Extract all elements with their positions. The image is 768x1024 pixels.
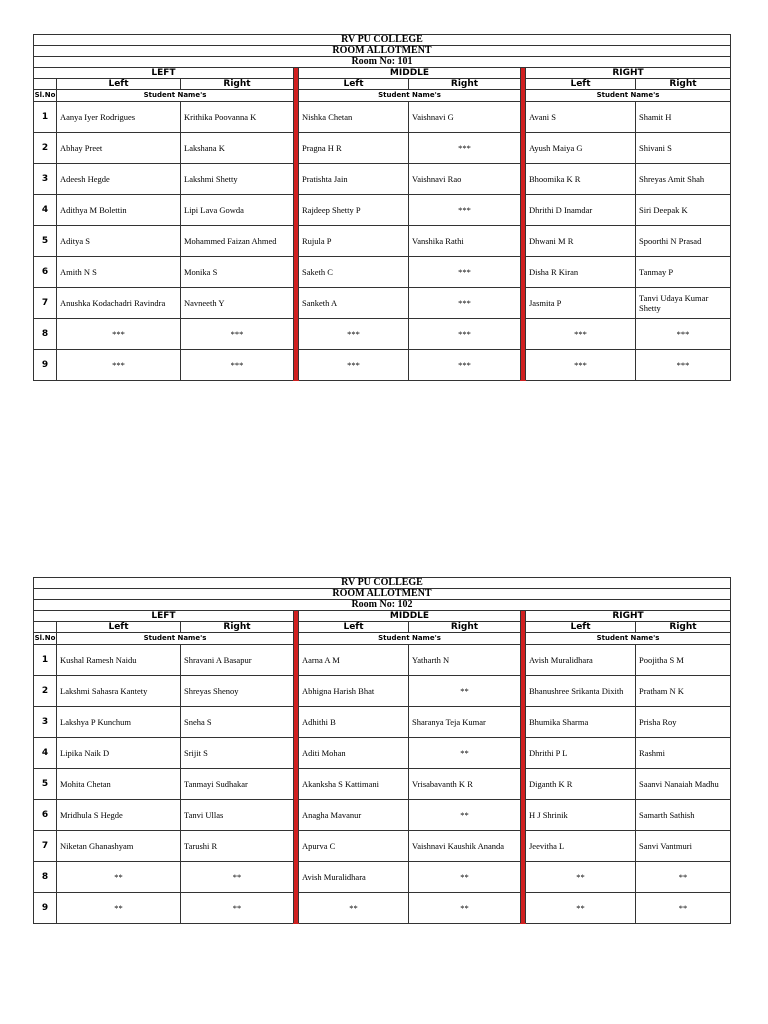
student-name-cell: ** (299, 893, 409, 924)
side-right-label: Right (409, 79, 521, 90)
table-row (34, 738, 731, 769)
student-name-cell: Abhigna Harish Bhat (299, 676, 409, 707)
student-name-cell: Poojitha S M (636, 645, 731, 676)
student-name-cell: Jasmita P (526, 288, 636, 319)
student-name-cell: Vrisabavanth K R (409, 769, 521, 800)
student-name-cell: Sharanya Teja Kumar (409, 707, 521, 738)
side-right-label: Right (181, 622, 294, 633)
student-name-cell: *** (409, 350, 521, 381)
student-name-cell: ** (409, 800, 521, 831)
side-left-label: Left (526, 79, 636, 90)
student-name-cell: Jeevitha L (526, 831, 636, 862)
student-name-cell: Vaishnavi Rao (409, 164, 521, 195)
student-name-cell: Rujula P (299, 226, 409, 257)
student-name-cell: Akanksha S Kattimani (299, 769, 409, 800)
table-row (34, 195, 731, 226)
student-name-cell: Ayush Maiya G (526, 133, 636, 164)
student-name-cell: ** (181, 862, 294, 893)
student-name-cell: *** (409, 319, 521, 350)
room-number: Room No: 101 (34, 57, 731, 68)
table-row (34, 800, 731, 831)
allotment-table (33, 577, 731, 924)
student-name-cell: *** (299, 319, 409, 350)
student-name-cell: Dhrithi P L (526, 738, 636, 769)
student-name-cell: Bhoomika K R (526, 164, 636, 195)
student-name-cell: Disha R Kiran (526, 257, 636, 288)
table-row (34, 862, 731, 893)
student-name-cell: Kushal Ramesh Naidu (57, 645, 181, 676)
side-left-label: Left (299, 79, 409, 90)
table-row (34, 645, 731, 676)
table-row (34, 102, 731, 133)
serial-number: 8 (34, 862, 57, 893)
student-name-cell: Tanvi Udaya Kumar Shetty (636, 288, 731, 319)
section-right-heading: RIGHT (526, 611, 731, 622)
serial-number: 5 (34, 226, 57, 257)
student-name-cell: ** (526, 893, 636, 924)
side-right-label: Right (181, 79, 294, 90)
student-name-cell: Shreyas Shenoy (181, 676, 294, 707)
student-name-cell: Navneeth Y (181, 288, 294, 319)
table-row (34, 226, 731, 257)
student-name-cell: Lakshmi Shetty (181, 164, 294, 195)
room-allotment-sheet-102 (33, 577, 730, 924)
serial-number: 6 (34, 257, 57, 288)
student-name-cell: Yatharth N (409, 645, 521, 676)
side-left-label: Left (299, 622, 409, 633)
student-name-cell: Vanshika Rathi (409, 226, 521, 257)
student-name-cell: ** (57, 893, 181, 924)
student-names-header: Student Name's (526, 90, 731, 102)
serial-number: 4 (34, 195, 57, 226)
sheet-title: ROOM ALLOTMENT (34, 46, 731, 57)
side-blank (34, 79, 57, 90)
sheet-title: ROOM ALLOTMENT (34, 589, 731, 600)
student-name-cell: Lakshana K (181, 133, 294, 164)
student-name-cell: Adeesh Hegde (57, 164, 181, 195)
student-name-cell: Nishka Chetan (299, 102, 409, 133)
student-name-cell: H J Shrinik (526, 800, 636, 831)
section-right-heading: RIGHT (526, 68, 731, 79)
student-name-cell: Srijit S (181, 738, 294, 769)
student-name-cell: Sneha S (181, 707, 294, 738)
student-name-cell: Dhrithi D Inamdar (526, 195, 636, 226)
student-name-cell: ** (181, 893, 294, 924)
table-row (34, 288, 731, 319)
student-name-cell: Krithika Poovanna K (181, 102, 294, 133)
student-name-cell: Vaishnavi Kaushik Ananda (409, 831, 521, 862)
student-name-cell: *** (57, 350, 181, 381)
student-name-cell: Vaishnavi G (409, 102, 521, 133)
student-name-cell: *** (409, 257, 521, 288)
student-name-cell: Mohammed Faizan Ahmed (181, 226, 294, 257)
student-name-cell: Bhanushree Srikanta Dixith (526, 676, 636, 707)
student-name-cell: Avani S (526, 102, 636, 133)
student-name-cell: Diganth K R (526, 769, 636, 800)
serial-number: 4 (34, 738, 57, 769)
student-name-cell: *** (526, 319, 636, 350)
student-name-cell: Prisha Roy (636, 707, 731, 738)
student-name-cell: Adhithi B (299, 707, 409, 738)
section-left-heading: LEFT (34, 611, 294, 622)
student-names-header: Student Name's (299, 90, 521, 102)
table-row (34, 707, 731, 738)
serial-number: 2 (34, 133, 57, 164)
student-name-cell: ** (409, 893, 521, 924)
student-name-cell: Sanketh A (299, 288, 409, 319)
student-name-cell: Bhumika Sharma (526, 707, 636, 738)
student-name-cell: ** (636, 893, 731, 924)
table-row (34, 319, 731, 350)
student-name-cell: Pratishta Jain (299, 164, 409, 195)
student-name-cell: ** (57, 862, 181, 893)
student-name-cell: Monika S (181, 257, 294, 288)
section-middle-heading: MIDDLE (299, 611, 521, 622)
table-row (34, 164, 731, 195)
serial-number: 1 (34, 645, 57, 676)
student-name-cell: Shamit H (636, 102, 731, 133)
student-name-cell: Dhwani M R (526, 226, 636, 257)
student-name-cell: *** (409, 288, 521, 319)
section-middle-heading: MIDDLE (299, 68, 521, 79)
student-names-header: Student Name's (299, 633, 521, 645)
serial-number: 7 (34, 831, 57, 862)
student-name-cell: Aarna A M (299, 645, 409, 676)
serial-number: 7 (34, 288, 57, 319)
serial-number: 6 (34, 800, 57, 831)
student-name-cell: Apurva C (299, 831, 409, 862)
serial-number: 5 (34, 769, 57, 800)
student-name-cell: ** (526, 862, 636, 893)
student-name-cell: Niketan Ghanashyam (57, 831, 181, 862)
sl-no-header: Sl.No (34, 90, 57, 102)
college-name: RV PU COLLEGE (34, 35, 731, 46)
student-name-cell: Aanya Iyer Rodrigues (57, 102, 181, 133)
student-names-header: Student Name's (57, 633, 294, 645)
student-name-cell: Rajdeep Shetty P (299, 195, 409, 226)
side-right-label: Right (636, 622, 731, 633)
table-row (34, 676, 731, 707)
student-name-cell: ** (636, 862, 731, 893)
student-name-cell: Tanmayi Sudhakar (181, 769, 294, 800)
table-row (34, 133, 731, 164)
student-name-cell: Lipika Naik D (57, 738, 181, 769)
serial-number: 9 (34, 893, 57, 924)
student-name-cell: Mridhula S Hegde (57, 800, 181, 831)
student-name-cell: Shivani S (636, 133, 731, 164)
table-row (34, 831, 731, 862)
student-name-cell: Pragna H R (299, 133, 409, 164)
student-name-cell: Lipi Lava Gowda (181, 195, 294, 226)
student-name-cell: Anushka Kodachadri Ravindra (57, 288, 181, 319)
table-row (34, 350, 731, 381)
student-name-cell: Spoorthi N Prasad (636, 226, 731, 257)
serial-number: 1 (34, 102, 57, 133)
side-blank (34, 622, 57, 633)
serial-number: 9 (34, 350, 57, 381)
student-name-cell: Mohita Chetan (57, 769, 181, 800)
student-name-cell: *** (636, 350, 731, 381)
student-name-cell: *** (636, 319, 731, 350)
side-right-label: Right (409, 622, 521, 633)
serial-number: 3 (34, 164, 57, 195)
student-name-cell: Tanvi Ullas (181, 800, 294, 831)
student-name-cell: *** (409, 195, 521, 226)
serial-number: 8 (34, 319, 57, 350)
student-name-cell: Lakshmi Sahasra Kantety (57, 676, 181, 707)
side-right-label: Right (636, 79, 731, 90)
side-left-label: Left (526, 622, 636, 633)
room-number: Room No: 102 (34, 600, 731, 611)
student-name-cell: Shreyas Amit Shah (636, 164, 731, 195)
section-left-heading: LEFT (34, 68, 294, 79)
student-name-cell: Tarushi R (181, 831, 294, 862)
serial-number: 3 (34, 707, 57, 738)
student-name-cell: Tanmay P (636, 257, 731, 288)
student-name-cell: Shravani A Basapur (181, 645, 294, 676)
student-name-cell: *** (181, 350, 294, 381)
table-row (34, 257, 731, 288)
student-name-cell: *** (299, 350, 409, 381)
student-name-cell: Avish Muralidhara (526, 645, 636, 676)
student-name-cell: *** (181, 319, 294, 350)
side-left-label: Left (57, 79, 181, 90)
student-name-cell: Saanvi Nanaiah Madhu (636, 769, 731, 800)
student-name-cell: *** (409, 133, 521, 164)
serial-number: 2 (34, 676, 57, 707)
student-name-cell: Lakshya P Kunchum (57, 707, 181, 738)
student-name-cell: Adithya M Bolettin (57, 195, 181, 226)
student-names-header: Student Name's (57, 90, 294, 102)
student-name-cell: *** (526, 350, 636, 381)
student-name-cell: *** (57, 319, 181, 350)
student-name-cell: ** (409, 738, 521, 769)
student-name-cell: Anagha Mavanur (299, 800, 409, 831)
student-name-cell: Samarth Sathish (636, 800, 731, 831)
college-name: RV PU COLLEGE (34, 578, 731, 589)
student-name-cell: Amith N S (57, 257, 181, 288)
student-name-cell: Aditya S (57, 226, 181, 257)
student-names-header: Student Name's (526, 633, 731, 645)
table-row (34, 769, 731, 800)
allotment-table (33, 34, 731, 381)
student-name-cell: Abhay Preet (57, 133, 181, 164)
student-name-cell: Saketh C (299, 257, 409, 288)
table-row (34, 893, 731, 924)
student-name-cell: ** (409, 676, 521, 707)
student-name-cell: Avish Muralidhara (299, 862, 409, 893)
student-name-cell: Aditi Mohan (299, 738, 409, 769)
student-name-cell: ** (409, 862, 521, 893)
side-left-label: Left (57, 622, 181, 633)
room-allotment-sheet-101 (33, 34, 730, 381)
student-name-cell: Rashmi (636, 738, 731, 769)
student-name-cell: Pratham N K (636, 676, 731, 707)
sl-no-header: Sl.No (34, 633, 57, 645)
student-name-cell: Siri Deepak K (636, 195, 731, 226)
student-name-cell: Sanvi Vantmuri (636, 831, 731, 862)
